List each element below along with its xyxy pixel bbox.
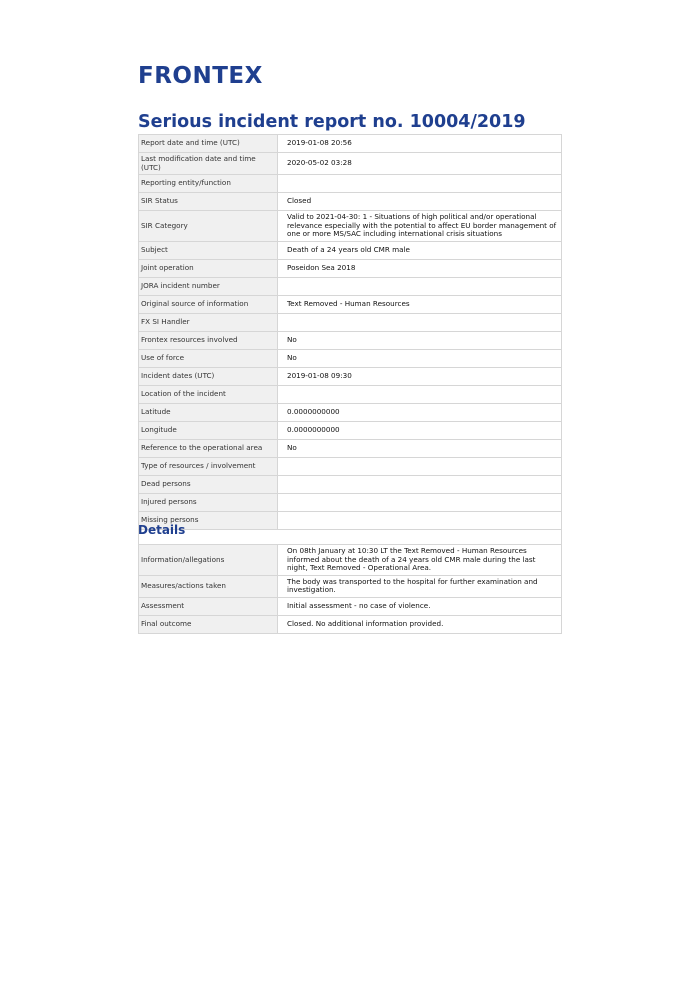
detail-label: Final outcome (139, 615, 278, 633)
field-label: Last modification date and time (UTC) (139, 153, 278, 175)
field-label: Incident dates (UTC) (139, 367, 278, 385)
table-row (139, 457, 562, 475)
field-value: 0.0000000000 (278, 403, 562, 421)
field-value: No (278, 331, 562, 349)
field-label: Original source of information (139, 295, 278, 313)
field-value (278, 277, 562, 295)
table-row (139, 385, 562, 403)
table-row (139, 295, 562, 313)
table-row (139, 135, 562, 153)
field-label: Longitude (139, 421, 278, 439)
field-label: Joint operation (139, 259, 278, 277)
field-value (278, 313, 562, 331)
table-row (139, 545, 562, 576)
field-label: SIR Category (139, 211, 278, 242)
table-row (139, 493, 562, 511)
field-label: Reference to the operational area (139, 439, 278, 457)
field-label: Missing persons (139, 511, 278, 529)
table-row (139, 403, 562, 421)
field-label: Injured persons (139, 493, 278, 511)
table-row (139, 475, 562, 493)
table-row (139, 575, 562, 597)
table-row (139, 597, 562, 615)
table-row (139, 331, 562, 349)
report-fields-table (138, 134, 562, 530)
detail-label: Assessment (139, 597, 278, 615)
field-value: No (278, 439, 562, 457)
details-band (138, 517, 562, 544)
field-label: Dead persons (139, 475, 278, 493)
field-label: Report date and time (UTC) (139, 135, 278, 153)
field-value (278, 175, 562, 193)
field-label: Type of resources / involvement (139, 457, 278, 475)
detail-value: The body was transported to the hospital for further examination and investigation. (278, 575, 562, 597)
table-row (139, 349, 562, 367)
table-row (139, 241, 562, 259)
table-row (139, 175, 562, 193)
table-row (139, 367, 562, 385)
report-title: Serious incident report no. 10004/2019 (138, 112, 526, 132)
table-row (139, 259, 562, 277)
field-value (278, 385, 562, 403)
field-value (278, 475, 562, 493)
field-label: Subject (139, 241, 278, 259)
field-value: 2020-05-02 03:28 (278, 153, 562, 175)
table-row (139, 615, 562, 633)
field-label: Reporting entity/function (139, 175, 278, 193)
table-row (139, 277, 562, 295)
detail-value: On 08th January at 10:30 LT the Text Removed - Human Resources informed about the death of a 24 years old CMR male during the last night, Text Removed - Operational Area. (278, 545, 562, 576)
field-value: Death of a 24 years old CMR male (278, 241, 562, 259)
table-row (139, 153, 562, 175)
table-row (139, 313, 562, 331)
frontex-logo: FRONTEX (138, 63, 263, 89)
detail-value: Initial assessment - no case of violence. (278, 597, 562, 615)
field-label: JORA incident number (139, 277, 278, 295)
field-value: Valid to 2021-04-30: 1 - Situations of high political and/or operational relevance especially with the potential to affect EU border management of one or more MS/SAC including international crisis situations (278, 211, 562, 242)
details-table (138, 544, 562, 634)
table-row (139, 211, 562, 242)
field-value: Poseidon Sea 2018 (278, 259, 562, 277)
field-value (278, 457, 562, 475)
field-value: Text Removed - Human Resources (278, 295, 562, 313)
field-value (278, 493, 562, 511)
detail-label: Information/allegations (139, 545, 278, 576)
field-label: Location of the incident (139, 385, 278, 403)
detail-label: Measures/actions taken (139, 575, 278, 597)
field-label: Use of force (139, 349, 278, 367)
field-label: Frontex resources involved (139, 331, 278, 349)
field-value: Closed (278, 193, 562, 211)
field-label: FX SI Handler (139, 313, 278, 331)
field-label: Latitude (139, 403, 278, 421)
field-value: No (278, 349, 562, 367)
field-value: 2019-01-08 20:56 (278, 135, 562, 153)
field-label: SIR Status (139, 193, 278, 211)
field-value: 2019-01-08 09:30 (278, 367, 562, 385)
table-row (139, 421, 562, 439)
detail-value: Closed. No additional information provided. (278, 615, 562, 633)
table-row (139, 193, 562, 211)
field-value: 0.0000000000 (278, 421, 562, 439)
details-heading: Details (138, 523, 186, 537)
table-row (139, 439, 562, 457)
